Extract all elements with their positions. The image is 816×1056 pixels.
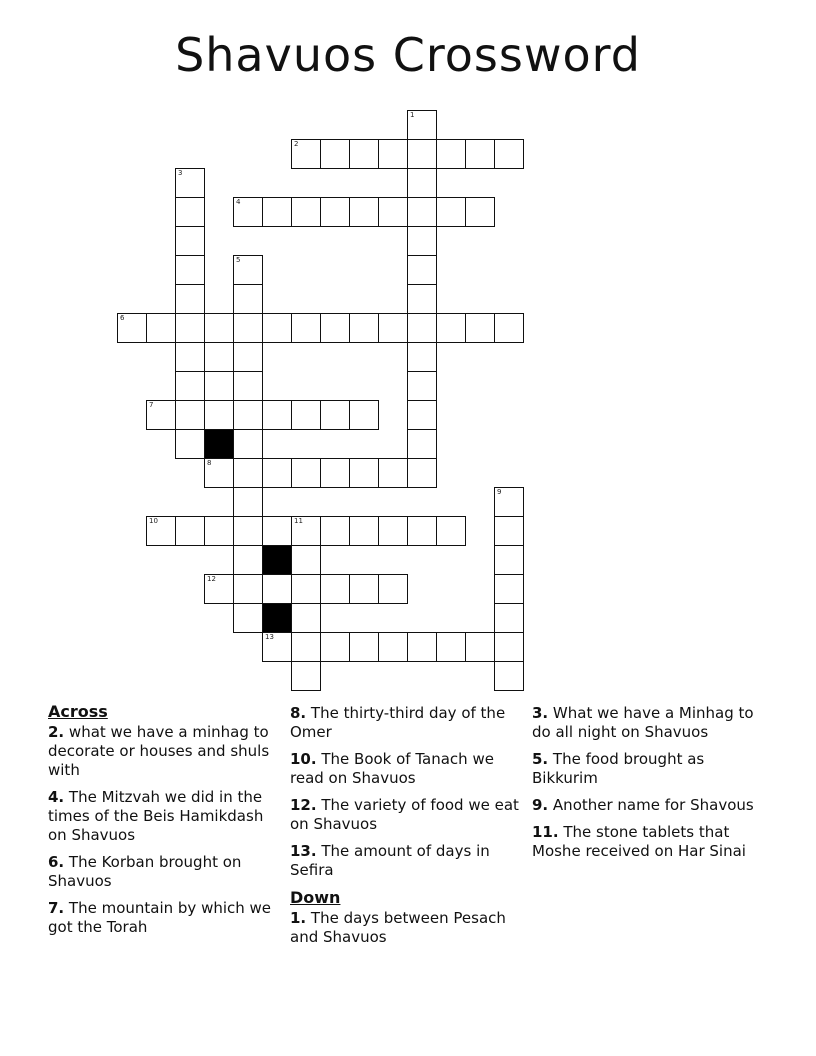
- grid-cell[interactable]: [465, 313, 495, 343]
- grid-cell[interactable]: [233, 197, 263, 227]
- grid-cell[interactable]: [204, 313, 234, 343]
- grid-cell[interactable]: [494, 603, 524, 633]
- grid-cell[interactable]: [494, 574, 524, 604]
- grid-cell[interactable]: [262, 516, 292, 546]
- grid-cell[interactable]: [204, 400, 234, 430]
- grid-cell[interactable]: [465, 139, 495, 169]
- grid-cell[interactable]: [407, 342, 437, 372]
- grid-cell[interactable]: [320, 197, 350, 227]
- grid-cell[interactable]: [320, 632, 350, 662]
- grid-cell[interactable]: [291, 139, 321, 169]
- grid-cell[interactable]: [407, 458, 437, 488]
- clue-number: 8: [207, 459, 212, 467]
- grid-cell[interactable]: [291, 458, 321, 488]
- grid-block: [262, 603, 292, 633]
- clue-down-1: 1. The days between Pesach and Shavuos: [290, 909, 506, 946]
- clue-across-4: 4. The Mitzvah we did in the times of the Beis Hamikdash on Shavuos: [48, 788, 264, 844]
- grid-cell[interactable]: [291, 313, 321, 343]
- grid-cell[interactable]: [494, 139, 524, 169]
- clue-number: 13: [265, 633, 274, 641]
- grid-cell[interactable]: [204, 574, 234, 604]
- clue-down-9: 9. Another name for Shavous: [532, 796, 754, 814]
- grid-cell[interactable]: [378, 516, 408, 546]
- grid-cell[interactable]: [204, 371, 234, 401]
- grid-cell[interactable]: [320, 313, 350, 343]
- grid-cell[interactable]: [233, 429, 263, 459]
- grid-cell[interactable]: [407, 371, 437, 401]
- grid-cell[interactable]: [262, 574, 292, 604]
- grid-cell[interactable]: [117, 313, 147, 343]
- clues-column-1: [48, 702, 278, 945]
- grid-cell[interactable]: [204, 516, 234, 546]
- grid-cell[interactable]: [407, 255, 437, 285]
- grid-cell[interactable]: [436, 516, 466, 546]
- clue-number: 2: [294, 140, 299, 148]
- grid-cell[interactable]: [407, 226, 437, 256]
- grid-cell[interactable]: [349, 458, 379, 488]
- clue-number: 3: [178, 169, 183, 177]
- page-title: Shavuos Crossword: [175, 28, 641, 82]
- clue-number: 1: [410, 111, 415, 119]
- grid-cell[interactable]: [291, 661, 321, 691]
- grid-cell[interactable]: [436, 632, 466, 662]
- grid-cell[interactable]: [407, 516, 437, 546]
- grid-cell[interactable]: [175, 516, 205, 546]
- grid-cell[interactable]: [146, 400, 176, 430]
- grid-cell[interactable]: [233, 487, 263, 517]
- grid-cell[interactable]: [262, 313, 292, 343]
- grid-cell[interactable]: [262, 197, 292, 227]
- grid-cell[interactable]: [291, 574, 321, 604]
- grid-cell[interactable]: [175, 168, 205, 198]
- clue-number: 11: [294, 517, 303, 525]
- grid-cell[interactable]: [407, 168, 437, 198]
- grid-cell[interactable]: [320, 400, 350, 430]
- grid-cell[interactable]: [233, 313, 263, 343]
- grid-cell[interactable]: [320, 516, 350, 546]
- grid-cell[interactable]: [233, 516, 263, 546]
- grid-cell[interactable]: [233, 458, 263, 488]
- grid-cell[interactable]: [378, 313, 408, 343]
- clue-number: 4: [236, 198, 241, 206]
- grid-cell[interactable]: [233, 371, 263, 401]
- grid-cell[interactable]: [349, 400, 379, 430]
- grid-cell[interactable]: [494, 487, 524, 517]
- grid-cell[interactable]: [378, 197, 408, 227]
- grid-cell[interactable]: [349, 574, 379, 604]
- grid-cell[interactable]: [349, 139, 379, 169]
- grid-block: [204, 429, 234, 459]
- grid-cell[interactable]: [407, 139, 437, 169]
- clue-across-2: 2. what we have a minhag to decorate or houses and shuls with: [48, 723, 270, 779]
- grid-cell[interactable]: [291, 545, 321, 575]
- grid-cell[interactable]: [407, 197, 437, 227]
- grid-cell[interactable]: [233, 400, 263, 430]
- clues-column-3: [532, 704, 762, 869]
- grid-cell[interactable]: [291, 632, 321, 662]
- grid-cell[interactable]: [494, 545, 524, 575]
- grid-cell[interactable]: [465, 632, 495, 662]
- grid-cell[interactable]: [175, 371, 205, 401]
- grid-cell[interactable]: [175, 197, 205, 227]
- grid-cell[interactable]: [175, 226, 205, 256]
- grid-cell[interactable]: [494, 632, 524, 662]
- grid-cell[interactable]: [291, 603, 321, 633]
- grid-cell[interactable]: [407, 429, 437, 459]
- grid-cell[interactable]: [320, 458, 350, 488]
- grid-cell[interactable]: [262, 632, 292, 662]
- grid-cell[interactable]: [233, 342, 263, 372]
- clues-column-2: [290, 704, 520, 955]
- clue-across-10: 10. The Book of Tanach we read on Shavuos: [290, 750, 494, 787]
- grid-cell[interactable]: [204, 458, 234, 488]
- clue-number: 9: [497, 488, 502, 496]
- down-heading: Down: [290, 888, 341, 907]
- grid-cell[interactable]: [436, 197, 466, 227]
- across-heading: Across: [48, 702, 108, 721]
- clue-number: 5: [236, 256, 241, 264]
- grid-cell[interactable]: [233, 255, 263, 285]
- grid-cell[interactable]: [349, 313, 379, 343]
- grid-cell[interactable]: [378, 139, 408, 169]
- clue-across-12: 12. The variety of food we eat on Shavuos: [290, 796, 519, 833]
- grid-cell[interactable]: [233, 545, 263, 575]
- clue-across-6: 6. The Korban brought on Shavuos: [48, 853, 242, 890]
- grid-cell[interactable]: [175, 400, 205, 430]
- grid-cell[interactable]: [349, 516, 379, 546]
- grid-cell[interactable]: [175, 313, 205, 343]
- grid-cell[interactable]: [494, 661, 524, 691]
- grid-cell[interactable]: [204, 342, 234, 372]
- grid-cell[interactable]: [407, 632, 437, 662]
- clue-across-8: 8. The thirty-third day of the Omer: [290, 704, 506, 741]
- clue-number: 7: [149, 401, 154, 409]
- clue-number: 12: [207, 575, 216, 583]
- grid-cell[interactable]: [378, 458, 408, 488]
- grid-cell[interactable]: [262, 400, 292, 430]
- clue-down-11: 11. The stone tablets that Moshe received on Har Sinai: [532, 823, 746, 860]
- clue-down-3: 3. What we have a Minhag to do all night on Shavuos: [532, 704, 754, 741]
- grid-cell[interactable]: [349, 197, 379, 227]
- grid-cell[interactable]: [407, 313, 437, 343]
- grid-block: [262, 545, 292, 575]
- grid-cell[interactable]: [494, 516, 524, 546]
- grid-cell[interactable]: [291, 516, 321, 546]
- grid-cell[interactable]: [233, 603, 263, 633]
- grid-cell[interactable]: [436, 313, 466, 343]
- grid-cell[interactable]: [175, 342, 205, 372]
- grid-cell[interactable]: [436, 139, 466, 169]
- clue-number: 10: [149, 517, 158, 525]
- clue-down-5: 5. The food brought as Bikkurim: [532, 750, 705, 787]
- grid-cell[interactable]: [146, 313, 176, 343]
- grid-cell[interactable]: [465, 197, 495, 227]
- grid-cell[interactable]: [320, 574, 350, 604]
- clue-across-13: 13. The amount of days in Sefira: [290, 842, 490, 879]
- grid-cell[interactable]: [175, 429, 205, 459]
- clue-across-7: 7. The mountain by which we got the Torah: [48, 899, 272, 936]
- grid-cell[interactable]: [291, 197, 321, 227]
- grid-cell[interactable]: [407, 110, 437, 140]
- grid-cell[interactable]: [349, 632, 379, 662]
- grid-cell[interactable]: [233, 284, 263, 314]
- grid-cell[interactable]: [407, 400, 437, 430]
- grid-cell[interactable]: [233, 574, 263, 604]
- clue-number: 6: [120, 314, 125, 322]
- grid-cell[interactable]: [407, 284, 437, 314]
- grid-cell[interactable]: [175, 255, 205, 285]
- grid-cell[interactable]: [175, 284, 205, 314]
- grid-cell[interactable]: [378, 632, 408, 662]
- grid-cell[interactable]: [378, 574, 408, 604]
- grid-cell[interactable]: [320, 139, 350, 169]
- grid-cell[interactable]: [262, 458, 292, 488]
- grid-cell[interactable]: [146, 516, 176, 546]
- grid-cell[interactable]: [291, 400, 321, 430]
- grid-cell[interactable]: [494, 313, 524, 343]
